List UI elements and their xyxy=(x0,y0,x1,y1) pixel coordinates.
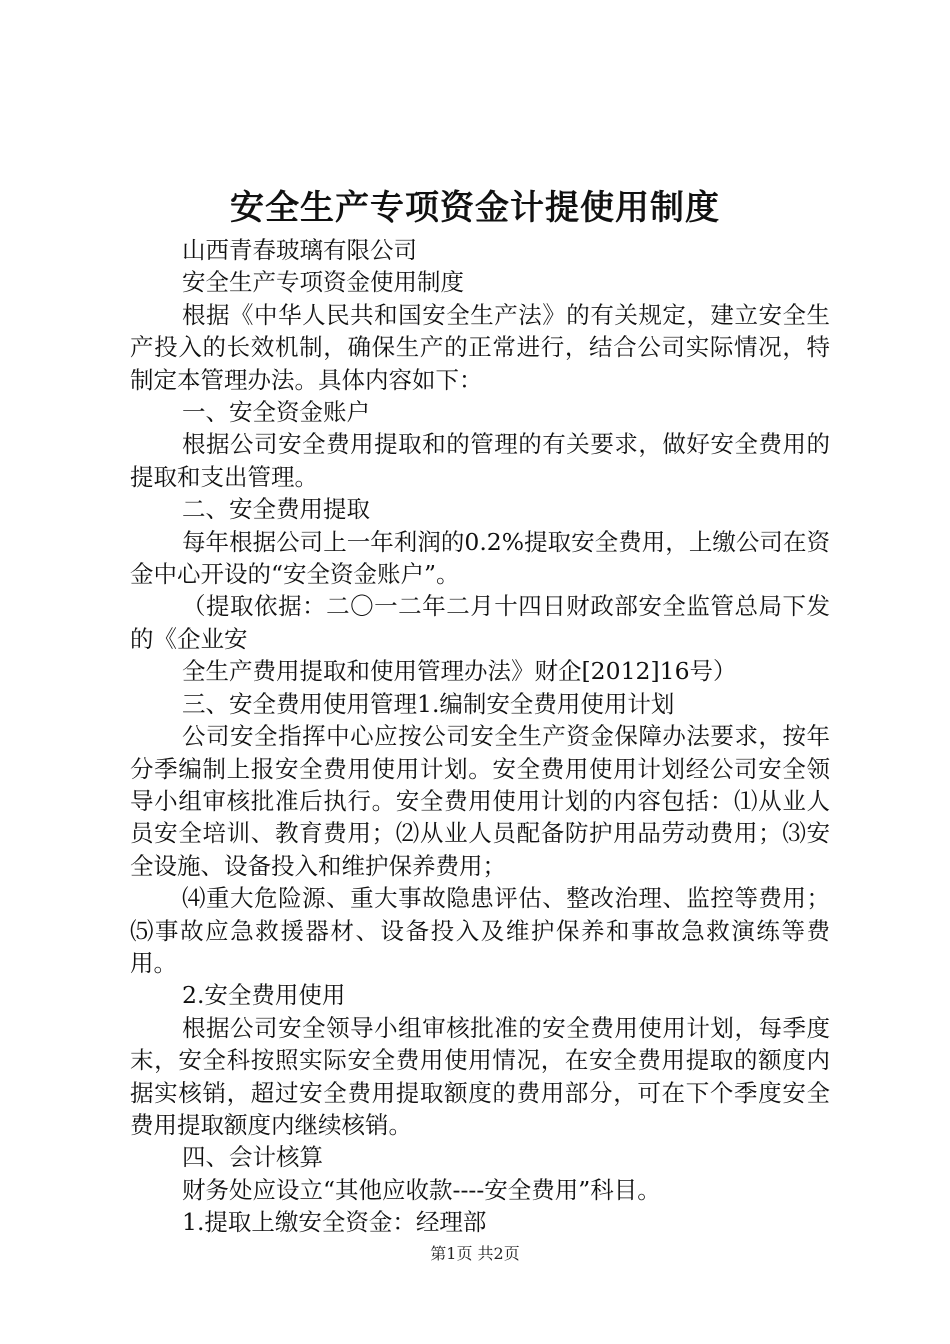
paragraph-basis: （提取依据：二〇一二年二月十四日财政部安全监管总局下发的《企业安 xyxy=(130,592,830,653)
paragraph-usage: 根据公司安全领导小组审核批准的安全费用使用计划，每季度末，安全科按照实际安全费用使用情况，在安全费用提取的额度内据实核销，超过安全费用提取额度的费用部分，可在下个季度安全费用提取额度内继续核销。 xyxy=(130,1013,830,1139)
paragraph-section-1: 根据公司安全费用提取和的管理的有关要求，做好安全费用的提取和支出管理。 xyxy=(130,430,830,491)
paragraph-plan-items: ⑷重大危险源、重大事故隐患评估、整改治理、监控等费用；⑸事故应急救援器材、设备投入及维护保养和事故急救演练等费用。 xyxy=(130,884,830,977)
paragraph-accounting: 财务处应设立“其他应收款----安全费用”科目。 xyxy=(182,1175,661,1204)
paragraph-basis-continued: 全生产费用提取和使用管理办法》财企[2012]16号） xyxy=(182,657,737,686)
section-heading-2: 二、安全费用提取 xyxy=(182,495,370,524)
section-heading-3: 三、安全费用使用管理1.编制安全费用使用计划 xyxy=(182,689,675,718)
page-footer: 第1页 共2页 xyxy=(430,1244,520,1263)
section-heading-4: 四、会计核算 xyxy=(182,1143,323,1172)
paragraph-plan: 公司安全指挥中心应按公司安全生产资金保障办法要求，按年分季编制上报安全费用使用计划。安全费用使用计划经公司安全领导小组审核批准后执行。安全费用使用计划的内容包括：⑴从业人员安全培训、教育费用；⑵从业人员配备防护用品劳动费用；⑶安全设施、设备投入和维护保养费用； xyxy=(130,722,830,880)
section-heading-1: 一、安全资金账户 xyxy=(182,398,370,427)
paragraph-accounting-item-1: 1.提取上缴安全资金：经理部 xyxy=(182,1208,487,1237)
subsection-heading-2: 2.安全费用使用 xyxy=(182,981,346,1010)
paragraph-company: 山西青春玻璃有限公司 xyxy=(182,236,417,264)
paragraph-subtitle: 安全生产专项资金使用制度 xyxy=(182,268,464,297)
paragraph-intro: 根据《中华人民共和国安全生产法》的有关规定，建立安全生产投入的长效机制，确保生产的正常进行，结合公司实际情况，特制定本管理办法。具体内容如下： xyxy=(130,300,830,394)
document-title: 安全生产专项资金计提使用制度 xyxy=(230,188,720,228)
document-body xyxy=(130,234,830,1239)
paragraph-section-2: 每年根据公司上一年利润的0.2%提取安全费用，上缴公司在资金中心开设的“安全资金账户”。 xyxy=(130,527,830,589)
